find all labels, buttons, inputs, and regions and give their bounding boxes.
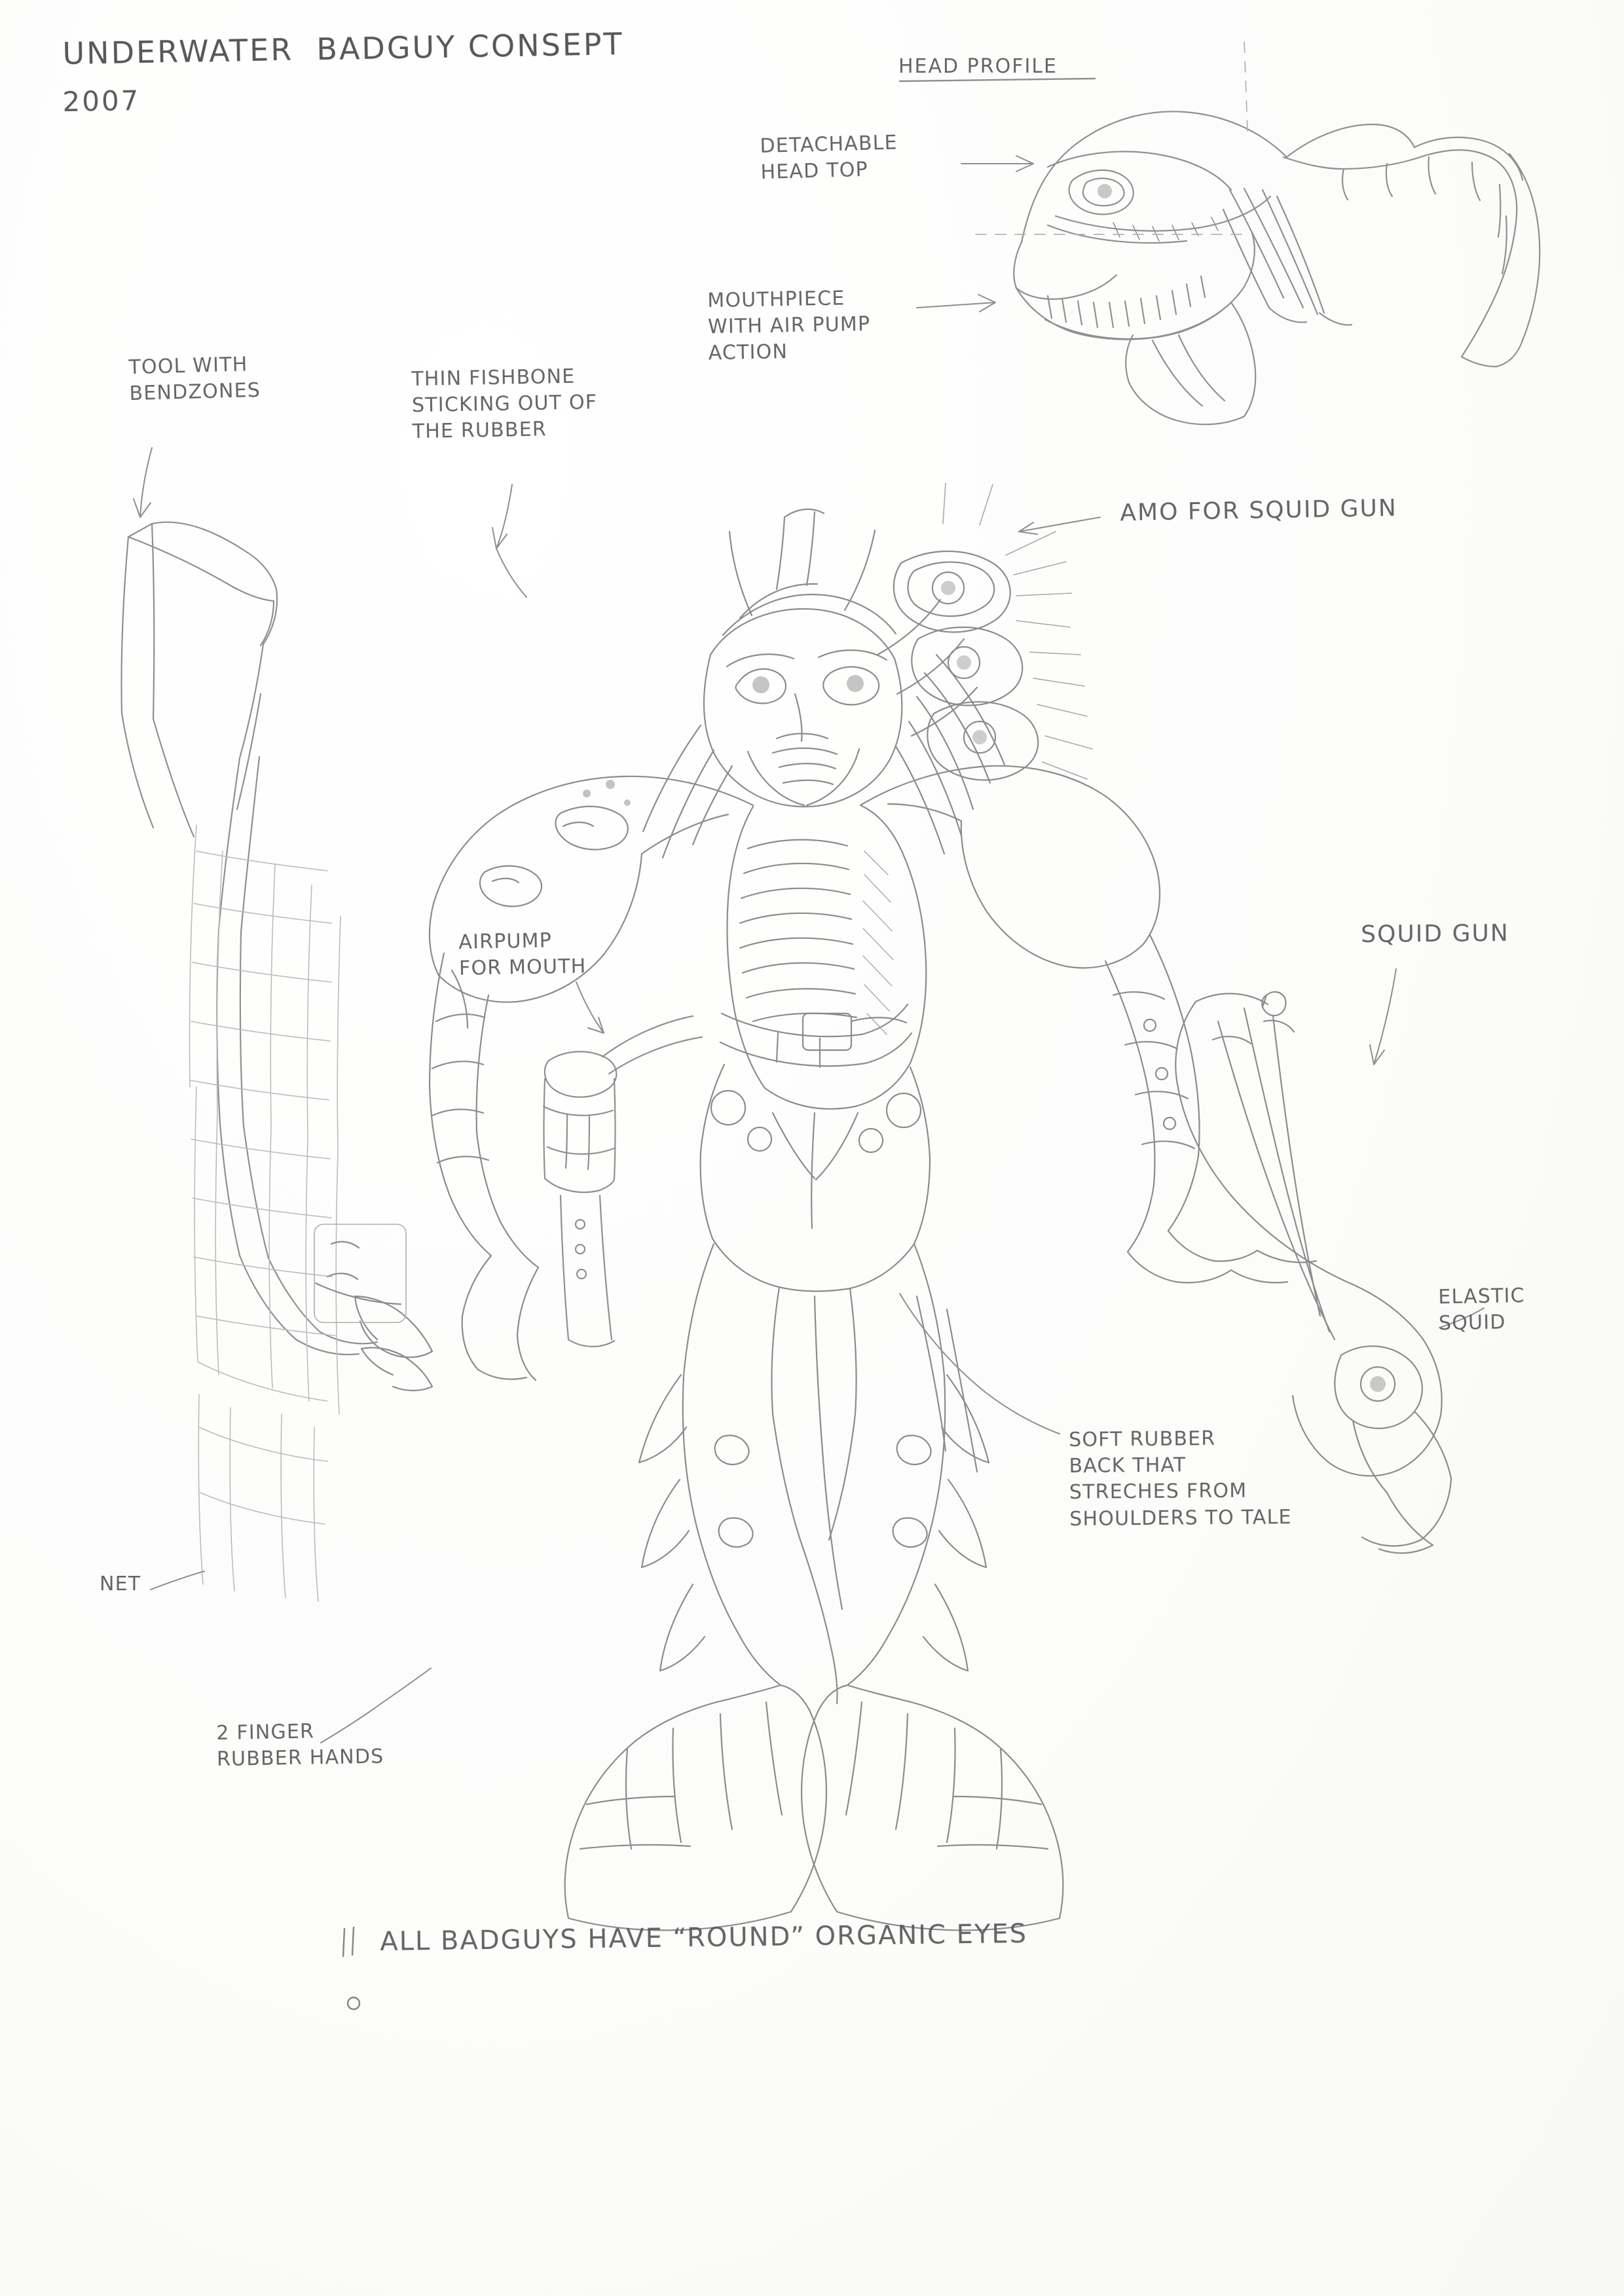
sketch-title: UNDERWATER BADGUY CONSEPT (62, 26, 625, 71)
badguy-figure-sketch (314, 483, 1451, 1553)
airpump-for-mouth-label: AIRPUMP FOR MOUTH (458, 929, 587, 981)
footer-note: ALL BADGUYS HAVE “ROUND” ORGANIC EYES (380, 1918, 1028, 1957)
thin-fishbone-label: THIN FISHBONE STICKING OUT OF THE RUBBER (411, 365, 598, 444)
amo-for-squid-gun-label: AMO FOR SQUID GUN (1120, 494, 1398, 526)
net-sketch (189, 825, 341, 1601)
head-profile-label: HEAD PROFILE (898, 55, 1058, 78)
detachable-head-top-label: DETACHABLE HEAD TOP (760, 131, 898, 185)
tool-with-bendzones-sketch (121, 522, 377, 1355)
elastic-squid-label: ELASTIC SQUID (1438, 1284, 1526, 1336)
squid-gun-label: SQUID GUN (1361, 920, 1509, 948)
sketch-year: 2007 (62, 84, 141, 118)
head-profile-sketch (976, 39, 1540, 424)
tool-with-bendzones-label: TOOL WITH BENDZONES (128, 353, 261, 406)
two-finger-rubber-hands-label: 2 FINGER RUBBER HANDS (216, 1720, 384, 1772)
soft-rubber-back-label: SOFT RUBBER BACK THAT STRECHES FROM SHOULDERS TO TALE (1069, 1427, 1292, 1531)
mouthpiece-label: MOUTHPIECE WITH AIR PUMP ACTION (707, 287, 871, 365)
airpump-sketch (544, 1016, 702, 1347)
net-label: NET (100, 1573, 141, 1595)
legs-sketch (565, 1065, 1063, 1930)
